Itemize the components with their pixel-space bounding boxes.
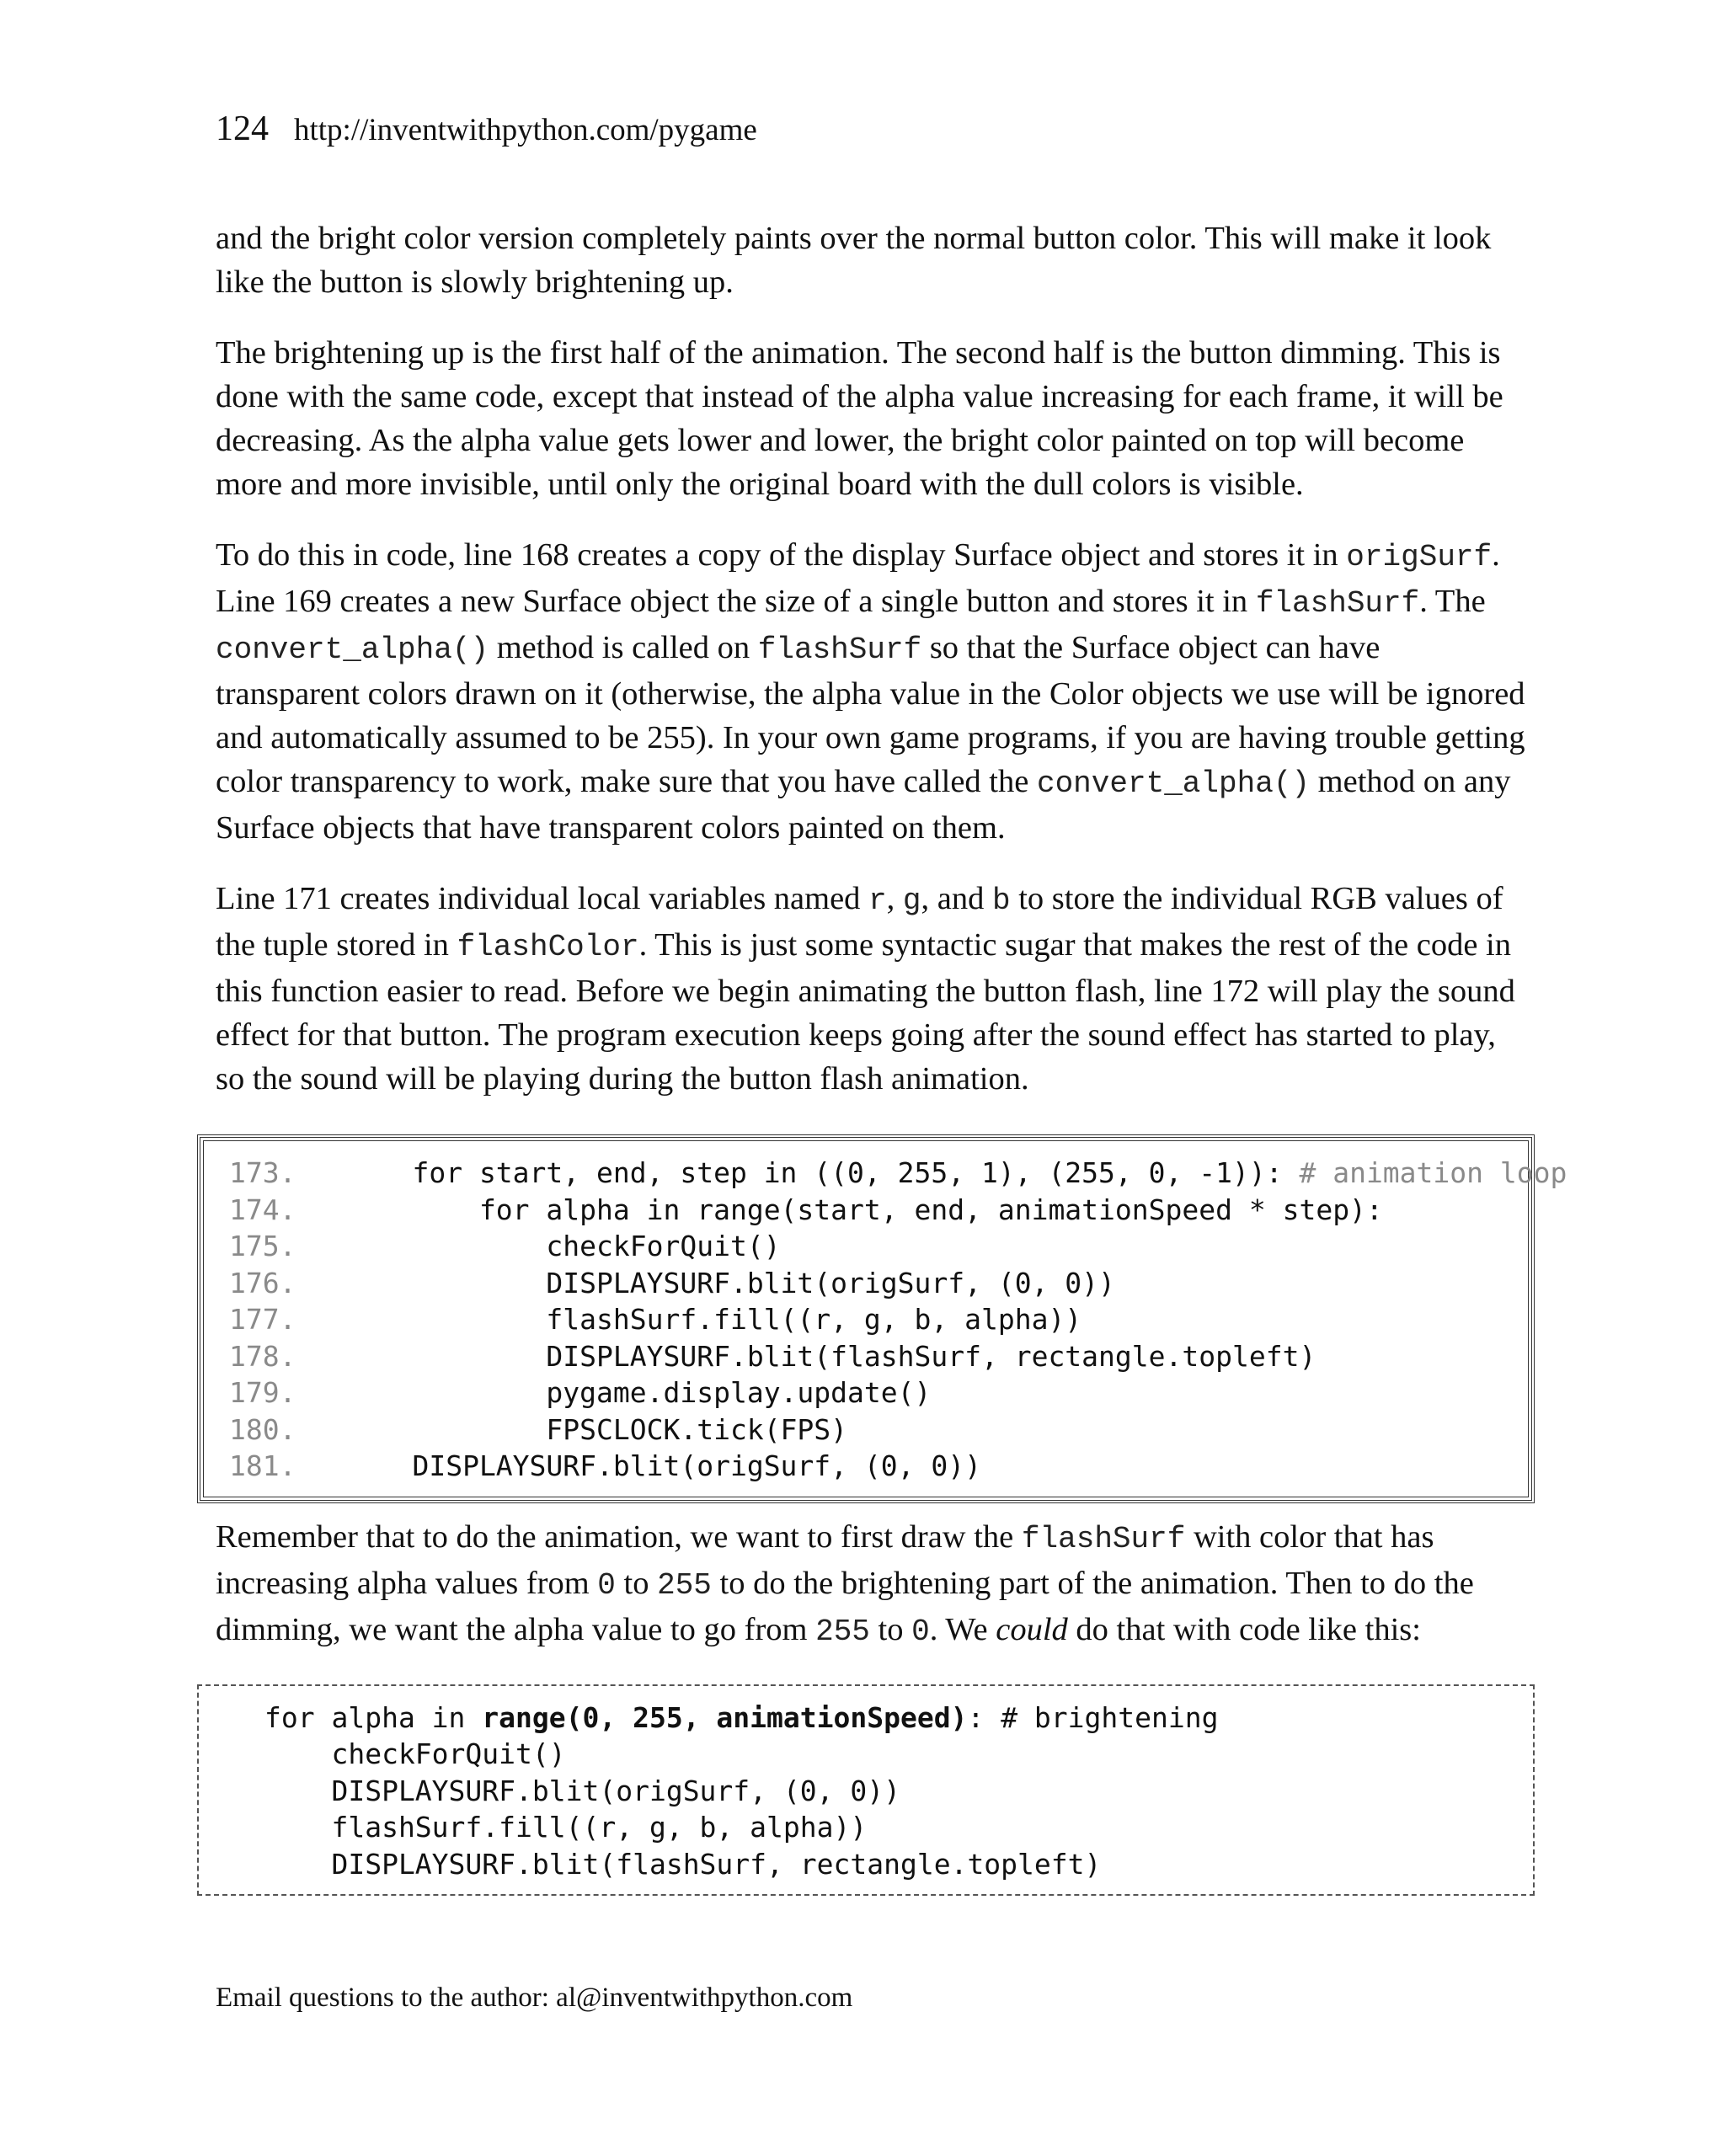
text: , (886, 881, 903, 916)
paragraph-3 (216, 533, 1530, 850)
text: method on any Surface objects that have transparent colors painted on them. (216, 764, 1511, 846)
code-text: for start, end, step in ((0, 255, 1), (255, 0, -1)): (345, 1156, 1300, 1189)
code-line (200, 1374, 1531, 1412)
code-line (200, 1448, 1531, 1485)
line-number: 174. (229, 1193, 296, 1226)
inline-code: flashSurf (1021, 1521, 1186, 1556)
paragraph-1: and the bright color version completely paints over the normal button color. This will make it look like the button is slowly brightening up. (216, 221, 1492, 300)
inline-code: 0 (597, 1567, 616, 1603)
code-text: for alpha in range(start, end, animationSpeed * step): (345, 1193, 1383, 1226)
code-text: pygame.display.update() (345, 1376, 932, 1409)
text: to store the individual RGB values of the tuple stored in (216, 881, 1503, 963)
paragraph-5 (216, 1515, 1530, 1654)
inline-code: r (868, 883, 887, 918)
line-number: 173. (229, 1156, 296, 1189)
inline-code: 0 (911, 1614, 930, 1649)
text: Line 171 creates individual local variables named (216, 881, 869, 916)
code-text: FPSCLOCK.tick(FPS) (345, 1412, 848, 1446)
code-text: for alpha in (264, 1700, 483, 1734)
inline-code: origSurf (1346, 540, 1493, 574)
code-text: checkForQuit() (345, 1230, 781, 1262)
text: . This is just some syntactic sugar that makes the rest of the code in this function easier to read. Before we begin animating the button flash, line 172 will play the sound effect for that button. The program execution keeps going after the sound effect has started to play, so the sound will be playing during the button flash animation. (216, 927, 1515, 1097)
line-number: 178. (229, 1339, 296, 1373)
page-footer: Email questions to the author: al@inventwithpython.com (216, 1983, 853, 2013)
inline-code: 255 (815, 1614, 870, 1649)
code-listing (197, 1134, 1567, 1503)
line-number: 175. (229, 1230, 296, 1262)
text: Remember that to do the animation, we want to first draw the (216, 1518, 1022, 1555)
inline-code: g (902, 883, 921, 918)
text: to do the brightening part of the animation. Then to do the dimming, we want the alpha value to go from (216, 1565, 1474, 1647)
text: , and (921, 881, 992, 916)
code-example (197, 1684, 1535, 1897)
text: . The (1419, 584, 1486, 619)
code-line: flashSurf.fill((r, g, b, alpha)) (264, 1811, 868, 1844)
code-text: DISPLAYSURF.blit(origSurf, (0, 0)) (345, 1449, 981, 1482)
text: so that the Surface object can have transparent colors drawn on it (otherwise, the alpha value in the Color objects we use will be ignored and automatically assumed to be 255). In your own game programs, if you are having trouble getting color transparency to work, make sure that you have called the (216, 630, 1525, 799)
text: To do this in code, line 168 creates a copy of the display Surface object and stores it in (216, 537, 1347, 573)
code-line (200, 1228, 1531, 1265)
code-line (200, 1192, 1531, 1229)
text: to (869, 1611, 912, 1647)
text: . We (929, 1611, 996, 1647)
text: . Line 169 creates a new Surface object the size of a single button and stores it in (216, 537, 1500, 619)
code-comment: # animation loop (1299, 1156, 1567, 1189)
line-number: 177. (229, 1303, 296, 1336)
code-line (199, 1700, 1533, 1737)
text: method is called on (489, 630, 758, 665)
code-line (200, 1301, 1531, 1338)
page-header (216, 108, 757, 152)
code-text: DISPLAYSURF.blit(origSurf, (0, 0)) (345, 1266, 1115, 1299)
inline-code: convert_alpha() (216, 632, 489, 667)
emphasis: could (996, 1611, 1068, 1647)
page-body (216, 216, 1567, 1896)
paragraph-2: The brightening up is the first half of the animation. The second half is the button dimming. This is done with the same code, except that instead of the alpha value increasing for each frame, it will be decreasing. As the alpha value gets lower and lower, the bright color painted on top will become more and more invisible, until only the original board with the dull colors is visible. (216, 335, 1503, 502)
code-line: checkForQuit() (264, 1737, 566, 1770)
code-text: flashSurf.fill((r, g, b, alpha)) (345, 1303, 1082, 1336)
header-url[interactable]: http://inventwithpython.com/pygame (294, 113, 757, 147)
text: do that with code like this: (1067, 1611, 1421, 1647)
line-number: 180. (229, 1412, 296, 1446)
code-line: DISPLAYSURF.blit(origSurf, (0, 0)) (264, 1774, 900, 1807)
inline-code: flashColor (457, 930, 639, 964)
line-number: 176. (229, 1266, 296, 1299)
inline-code: 255 (657, 1567, 712, 1603)
code-text: DISPLAYSURF.blit(flashSurf, rectangle.topleft) (345, 1339, 1316, 1373)
line-number: 179. (229, 1376, 296, 1409)
inline-code: flashSurf (1255, 586, 1420, 621)
inline-code: b (992, 883, 1011, 918)
code-line (200, 1338, 1531, 1375)
code-line (200, 1412, 1531, 1449)
code-line (200, 1265, 1531, 1302)
code-highlight: range(0, 255, animationSpeed) (482, 1700, 968, 1734)
text: to (615, 1565, 658, 1601)
paragraph-4 (216, 877, 1530, 1101)
page-number: 124 (216, 109, 269, 148)
code-text: : # brightening (967, 1700, 1219, 1734)
code-line: DISPLAYSURF.blit(flashSurf, rectangle.topleft) (264, 1847, 1102, 1881)
inline-code: convert_alpha() (1036, 766, 1311, 801)
inline-code: flashSurf (757, 632, 922, 667)
line-number: 181. (229, 1449, 296, 1482)
text: with color that has increasing alpha values from (216, 1518, 1434, 1601)
code-line (200, 1155, 1567, 1192)
